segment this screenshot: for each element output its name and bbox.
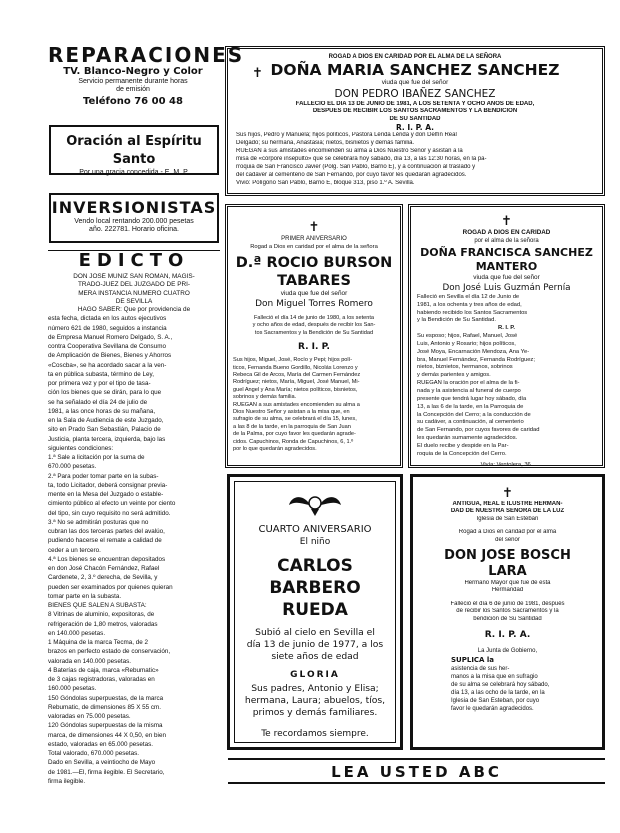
sanchez-top: ROGAD A DIOS EN CARIDAD POR EL ALMA DE LA SEÑORA bbox=[328, 54, 502, 60]
barbero-notice bbox=[227, 474, 403, 750]
edicto-header-line: DE SEVILLA bbox=[115, 297, 153, 305]
sanchez-fallecio-line: DE SU SANTIDAD bbox=[389, 115, 441, 122]
burson-husband: Don Miguel Torres Romero bbox=[255, 298, 373, 309]
inversionistas-line1: Vendo local rentando 200.000 pesetas bbox=[74, 218, 194, 225]
bosch-suplica: SUPLICA la bbox=[451, 656, 495, 665]
edicto-body-line: por primera vez y por el tipo de tasa- bbox=[48, 380, 151, 388]
mantero-body-line: Falleció en Sevilla el día 12 de Junio de bbox=[417, 293, 520, 300]
sanchez-husband: DON PEDRO IBAÑEZ SANCHEZ bbox=[334, 87, 496, 100]
cross-icon: ✝ bbox=[308, 220, 320, 235]
barbero-name2: RUEDA bbox=[282, 600, 348, 620]
edicto-body-line: 8 Vitrinas de aluminio, expositoras, de bbox=[48, 611, 155, 619]
barbero-ascended-line: día 13 de junio de 1977, a los bbox=[246, 639, 384, 650]
burson-body-line: guel Angel y Ana María; nietos políticos, bisnietos, bbox=[233, 386, 358, 393]
edicto-body-line: esta fecha, dictada en los autos ejecutivos bbox=[48, 315, 167, 323]
mantero-body-line: El duelo recibe y despide en la Par- bbox=[417, 442, 509, 449]
edicto-body-line: Cardenete, 2, 3.º derecha, de Sevilla, y bbox=[48, 574, 158, 582]
reparaciones-line2: de emisión bbox=[116, 86, 150, 94]
bosch-body-line: asistencia de sus her- bbox=[451, 666, 510, 673]
edicto bbox=[48, 250, 220, 828]
mantero-body-line: habiendo recibido los Santos Sacramentos bbox=[417, 309, 528, 316]
cross-icon: ✝ bbox=[501, 214, 512, 229]
burson-name1: D.ª ROCIO BURSON bbox=[235, 254, 393, 271]
barbero-name1: CARLOS BARBERO bbox=[269, 556, 361, 598]
inversionistas-ad bbox=[49, 193, 219, 243]
sanchez-body-line: RUEGAN a sus amistades encomienden su alma a Dios Nuestro Señor y asistan a la bbox=[236, 148, 463, 155]
bosch-top-line: Iglesia de San Esteban bbox=[476, 515, 539, 522]
edicto-body-line: Total valorado, 670.000 pesetas. bbox=[48, 750, 140, 758]
bosch-junta: La Junta de Gobierno, bbox=[477, 648, 538, 655]
mantero-body-line: presente que tendrá lugar hoy sábado, día bbox=[417, 395, 527, 402]
barbero-ascended-line: Subió al cielo en Sevilla el bbox=[255, 627, 375, 638]
mantero-body-line: su cadáver, a continuación, al cementerio bbox=[417, 419, 524, 426]
burson-name2: TABARES bbox=[277, 272, 351, 289]
sanchez-body-line: del cadáver al cementerio de San Fernando, por cuyo favor les quedarán agradecidos. bbox=[236, 171, 467, 178]
mantero-body-line: Luis, Antonio y Rosario; hijos políticos, bbox=[417, 340, 516, 347]
burson-body-line: ticos, Fernanda Bueno Gordillo, Nicolás Lorenzo y bbox=[233, 364, 358, 371]
edicto-body-line: BIENES QUE SALEN A SUBASTA: bbox=[48, 602, 147, 610]
reparaciones-line1: Servicio permanente durante horas bbox=[78, 78, 188, 85]
edicto-header-line: TRADO-JUEZ DEL JUZGADO DE PRI- bbox=[78, 281, 190, 289]
edicto-body-line: 670.000 pesetas. bbox=[48, 463, 97, 471]
bosch-body-line: Iglesia de San Esteban, por cuyo bbox=[451, 698, 540, 705]
oracion-title: Oración al Espíritu Santo bbox=[66, 134, 202, 167]
mantero-body-line: 13, a las 6 de la tarde, en la Parroquia de bbox=[417, 403, 524, 410]
edicto-body-line: contra Cooperativa Sevillana de Consumo bbox=[48, 343, 166, 351]
edicto-body-line: estado, valoradas en 65.000 pesetas. bbox=[48, 740, 154, 748]
edicto-body-line: ta, todo Licitador, deberá consignar previa- bbox=[48, 481, 168, 489]
sanchez-viuda: viuda que fue del señor bbox=[381, 79, 449, 87]
burson-body-line: Rebeca Gil de Arcos, María del Carmen Fernández bbox=[233, 371, 361, 378]
edicto-body-line: 120 Góndolas superpuestas de la misma bbox=[48, 722, 163, 730]
mantero-vivio: Vivía: Ventolera, 36. bbox=[480, 461, 533, 468]
burson-died-line: tos Sacramentos y la Bendición de Su Santidad bbox=[254, 329, 374, 336]
edicto-body-line: siguientes condiciones: bbox=[48, 444, 114, 452]
bosch-died-line: de recibir los Santos Sacramentos y la bbox=[456, 608, 559, 615]
edicto-body-line: firma ilegible. bbox=[48, 777, 86, 785]
sanchez-body-line: rroquia de San Francisco Javier (Polg. San Pablo, Barrio E), y a continuación al traslado y bbox=[236, 164, 476, 170]
inversionistas-title: INVERSIONISTAS bbox=[51, 198, 217, 217]
edicto-body-line: del tipo, sin cuyo requisito no será admitido. bbox=[48, 509, 171, 517]
edicto-body-line: en 140.000 pesetas. bbox=[48, 629, 106, 637]
edicto-body-line: 4.ª Los bienes se encuentran depositados bbox=[48, 555, 166, 563]
sanchez-rip: R. I. P. A. bbox=[396, 123, 434, 133]
bosch-body-line: favor le quedarán agradecidos. bbox=[451, 706, 534, 713]
mantero-notice bbox=[408, 204, 605, 468]
barbero-family-line: primos y demás familiares. bbox=[252, 707, 378, 718]
sanchez-notice bbox=[225, 46, 605, 196]
mantero-name1: DOÑA FRANCISCA SANCHEZ bbox=[420, 245, 593, 259]
bosch-pray-line: Rogad a Dios en caridad por el alma bbox=[458, 529, 557, 536]
barbero-ascended-line: siete años de edad bbox=[271, 651, 359, 662]
edicto-body-line: refrigeración de 1,80 metros, valoradas bbox=[48, 620, 158, 628]
burson-body-line: Dios Nuestro Señor y asistan a la misa que, en bbox=[233, 408, 350, 415]
cross-icon: ✝ bbox=[252, 66, 263, 81]
bosch-body-line: día 13, a las ocho de la tarde, en la bbox=[451, 690, 545, 697]
mantero-body-line: bra, Manuel Fernández, Fernanda Rodríguez; bbox=[417, 356, 535, 363]
barbero-gloria: GLORIA bbox=[290, 670, 340, 680]
edicto-body-line: valorada en 140.000 pesetas. bbox=[48, 657, 131, 665]
bosch-notice bbox=[410, 474, 605, 750]
bosch-role-line: Hermano Mayor que fue de esta bbox=[464, 580, 551, 587]
mantero-body-line: José Moya, Encarnación Mendoza, Ana Ye- bbox=[417, 348, 530, 355]
edicto-body-line: Justicia, planta tercera, izquierda, bajo las bbox=[48, 435, 166, 443]
barbero-anniv: CUARTO ANIVERSARIO bbox=[258, 524, 372, 535]
edicto-body-line: mente en la Mesa del Juzgado o estable- bbox=[48, 491, 164, 499]
mantero-pray: por el alma de la señora bbox=[474, 238, 539, 245]
burson-body-line: por lo que quedarán agradecidos. bbox=[233, 445, 317, 452]
edicto-body-line: se ha señalado el día 24 de julio de bbox=[48, 398, 148, 406]
edicto-body-line: 4 Baterías de caja, marca «Rebumatic» bbox=[48, 666, 159, 674]
burson-body-line: sufragio de su alma, se celebrará el día 15, lunes, bbox=[233, 416, 357, 423]
bosch-top-line: DAD DE NUESTRA SEÑORA DE LA LUZ bbox=[450, 508, 565, 515]
bosch-role-line: Hermandad bbox=[491, 587, 524, 594]
cross-icon: ✝ bbox=[502, 486, 513, 501]
edicto-body-line: ceder a un tercero. bbox=[48, 546, 101, 554]
edicto-body-line: de Amplicación de Bienes, Bienes y Ahorros bbox=[48, 352, 172, 360]
sanchez-name: DOÑA MARIA SANCHEZ SANCHEZ bbox=[270, 61, 560, 80]
edicto-body-line: 160.000 pesetas. bbox=[48, 685, 97, 693]
edicto-body-line: ción los bienes que se dirán, para lo que bbox=[48, 389, 162, 397]
edicto-body-line: 2.ª Para poder tomar parte en la subas- bbox=[48, 472, 159, 480]
reparaciones-ad bbox=[48, 43, 245, 124]
mantero-top: ROGAD A DIOS EN CARIDAD bbox=[462, 229, 551, 236]
bosch-name2: LARA bbox=[488, 564, 527, 580]
sanchez-fallecio-line: FALLECIO EL DIA 13 DE JUNIO DE 1981, A LOS SETENTA Y OCHO AÑOS DE EDAD, bbox=[295, 100, 535, 107]
edicto-body-line: cimiento público al efecto un veinte por ciento bbox=[48, 500, 176, 508]
mantero-body-line: y la Bendición de Su Santidad. bbox=[417, 317, 496, 324]
burson-body-line: Rodríguez; nietos, María, Miguel, José Manuel, Mi- bbox=[233, 379, 360, 386]
edicto-body-line: sito en Prado San Sebastián, Palacio de bbox=[48, 426, 161, 434]
edicto-body-line: brazos en perfecto estado de conservación, bbox=[48, 648, 171, 656]
burson-pray: Rogad a Dios en caridad por el alma de la señora bbox=[250, 244, 378, 251]
burson-viuda: viuda que fue del señor bbox=[280, 289, 348, 297]
edicto-header-line: HAGO SABER: Que por providencia de bbox=[77, 306, 191, 314]
edicto-body-line: número 621 de 1980, seguidos a instancia bbox=[48, 324, 167, 332]
edicto-body-line: en don José Chacón Fernández, Rafael bbox=[48, 565, 160, 573]
mantero-body-line: de San Fernando, por cuyos favores de caridad bbox=[417, 427, 540, 434]
burson-body-line: cidos. Capuchinos, Ronda de Capuchinos, 6, 1.º bbox=[233, 438, 354, 445]
sanchez-body-line: Sus hijos, Pedro y Manuela; hijos políticos, Pastora Lérida Lérida y don Delfín Real bbox=[236, 132, 457, 139]
edicto-body-line: cubran las dos terceras partes del avalúo, bbox=[48, 528, 165, 536]
burson-notice bbox=[225, 204, 403, 468]
edicto-body bbox=[48, 314, 220, 786]
burson-rip: R. I. P. bbox=[298, 342, 330, 353]
bosch-top-line: ANTIGUA, REAL E ILUSTRE HERMAN- bbox=[452, 501, 563, 507]
oracion-ad bbox=[49, 125, 219, 175]
burson-body-line: a las 8 de la tarde, en la parroquia de San Juan bbox=[233, 423, 351, 430]
mantero-body-line: y demás parientes y amigos. bbox=[417, 372, 491, 379]
edicto-body-line: de 3 cajas registradoras, valoradas en bbox=[48, 676, 155, 684]
mantero-viuda: viuda que fue del señor bbox=[473, 273, 540, 281]
edicto-header-line: MERA INSTANCIA NUMERO CUATRO bbox=[78, 289, 190, 297]
mantero-body-line: la Concepción del Cerro; a la conducción de bbox=[417, 411, 531, 418]
edicto-body-line: 150 Góndolas superpuestas, de la marca bbox=[48, 694, 164, 702]
edicto-body-line: tomar parte en la subasta. bbox=[48, 592, 122, 600]
oracion-text: Por una gracia concedida.- E. M. P. bbox=[79, 169, 189, 176]
burson-body-line: de la Palma, por cuyo favor les quedarán agrade- bbox=[233, 431, 356, 438]
sanchez-body-line: misa de «córpore insepulto» que se celebrará hoy sábado, día 13, a las 12:30 horas, en la pa- bbox=[236, 156, 487, 163]
edicto-body-line: pudiendo hacerse el remate a calidad de bbox=[48, 537, 162, 545]
bosch-pray-line: del señor bbox=[495, 536, 520, 543]
mantero-husband: Don José Luis Guzmán Pernía bbox=[442, 282, 571, 293]
edicto-body-line: pueden ser examinados por quienes quieran bbox=[48, 583, 173, 591]
mantero-body-line: les quedarán sumamente agradecidos. bbox=[417, 435, 518, 442]
barbero-family-line: Sus padres, Antonio y Elisa; bbox=[251, 683, 379, 694]
sanchez-body-line: Vivió: Polígono San Pablo, Barrio E, bloque 313, piso 1.º A. Sevilla. bbox=[236, 179, 415, 186]
edicto-body-line: en la Sala de Audiencia de este Juzgado, bbox=[48, 417, 164, 425]
bosch-body-line: de su alma se celebrará hoy sábado, bbox=[451, 682, 550, 689]
mantero-body-line: roquia de la Concepción del Cerro. bbox=[417, 450, 507, 457]
bosch-died-line: bendición de Su Santidad bbox=[473, 615, 542, 622]
bosch-name1: DON JOSE BOSCH bbox=[444, 548, 571, 564]
burson-body-line: Sus hijos, Miguel, José, Rocío y Pepi; hijos polí- bbox=[233, 357, 353, 364]
edicto-body-line: 1.ª Sale a licitación por la suma de bbox=[48, 454, 145, 462]
reparaciones-title: REPARACIONES bbox=[48, 43, 245, 67]
edicto-body-line: Rebumatic, de dimensiones 85 X 55 cm. bbox=[48, 703, 162, 711]
burson-died-line: y ocho años de edad, después de recibir los San- bbox=[252, 322, 376, 329]
edicto-title: EDICTO bbox=[48, 250, 220, 271]
burson-body-line: sobrinos y demás familia. bbox=[233, 394, 297, 401]
burson-body-line: RUEGAN a sus amistades encomienden su alma a bbox=[233, 401, 360, 408]
burson-top: PRIMER ANIVERSARIO bbox=[281, 236, 347, 242]
edicto-header bbox=[48, 273, 220, 314]
mantero-body-line: nada y la asistencia al funeral de cuerpo bbox=[417, 388, 521, 395]
edicto-body-line: de 1981.—El, firma ilegible. El Secretario, bbox=[48, 768, 165, 776]
barbero-closing: Te recordamos siempre. bbox=[261, 729, 369, 739]
bosch-died-line: Falleció el día 6 de junio de 1981, después bbox=[450, 600, 565, 607]
mantero-body-line: Su esposo; hijos, Rafael, Manuel, José bbox=[417, 333, 518, 340]
mantero-body-line: nietos, biznietos, hermanos, sobrinos bbox=[417, 364, 513, 371]
reparaciones-phone: Teléfono 76 00 48 bbox=[83, 95, 183, 107]
mantero-body-line: R. I. P. bbox=[498, 325, 515, 332]
edicto-body-line: Dado en Sevilla, a veintiocho de Mayo bbox=[48, 759, 156, 767]
bosch-rip: R. I. P. A. bbox=[484, 630, 531, 641]
edicto-body-line: ta en pública subasta, término de Ley, bbox=[48, 370, 154, 378]
sanchez-fallecio-line: DESPUES DE RECIBIR LOS SANTOS SACRAMENTOS Y LA BENDICION bbox=[312, 108, 518, 115]
mantero-body-line: 1981, a los ochenta y tres años de edad, bbox=[417, 301, 522, 308]
edicto-header-line: DON JOSÉ MUÑIZ SAN ROMAN, MAGIS- bbox=[73, 273, 195, 280]
edicto-body-line: valoradas en 75.000 pesetas. bbox=[48, 713, 131, 721]
inversionistas-line2: año. 222781. Horario oficina. bbox=[89, 226, 179, 234]
footer-text: LEA USTED ABC bbox=[331, 763, 502, 781]
edicto-body-line: de Empresa Manuel Romero Delgado, S. A., bbox=[48, 333, 173, 341]
sanchez-body-line: Delgado; su hermana, Anastasia; nietos, bisnietos y demás familia. bbox=[236, 140, 415, 147]
barbero-family-line: hermana, Laura; abuelos, tíos, bbox=[244, 695, 386, 706]
footer-banner bbox=[228, 758, 605, 784]
edicto-body-line: 1981, a las once horas de su mañana, bbox=[48, 407, 156, 415]
barbero-nino: El niño bbox=[299, 537, 331, 547]
edicto-body-line: 1 Máquina de la marca Tecma, de 2 bbox=[48, 639, 148, 647]
burson-died-line: Falleció el día 14 de junio de 1980, a los setenta bbox=[253, 314, 375, 321]
edicto-body-line: «Coscba», se ha acordado sacar a la ven- bbox=[48, 361, 167, 369]
bosch-body-line: manos a la misa que en sufragio bbox=[451, 674, 538, 681]
edicto-body-line: 3.ª No se admitirán posturas que no bbox=[48, 518, 149, 526]
mantero-body-line: RUEGAN la oración por el alma de la fi- bbox=[417, 380, 520, 387]
reparaciones-subtitle: TV. Blanco-Negro y Color bbox=[63, 66, 203, 77]
edicto-body-line: marca, de dimensiones 44 X 0,50, en bien bbox=[48, 731, 166, 739]
mantero-name2: MANTERO bbox=[475, 259, 538, 273]
